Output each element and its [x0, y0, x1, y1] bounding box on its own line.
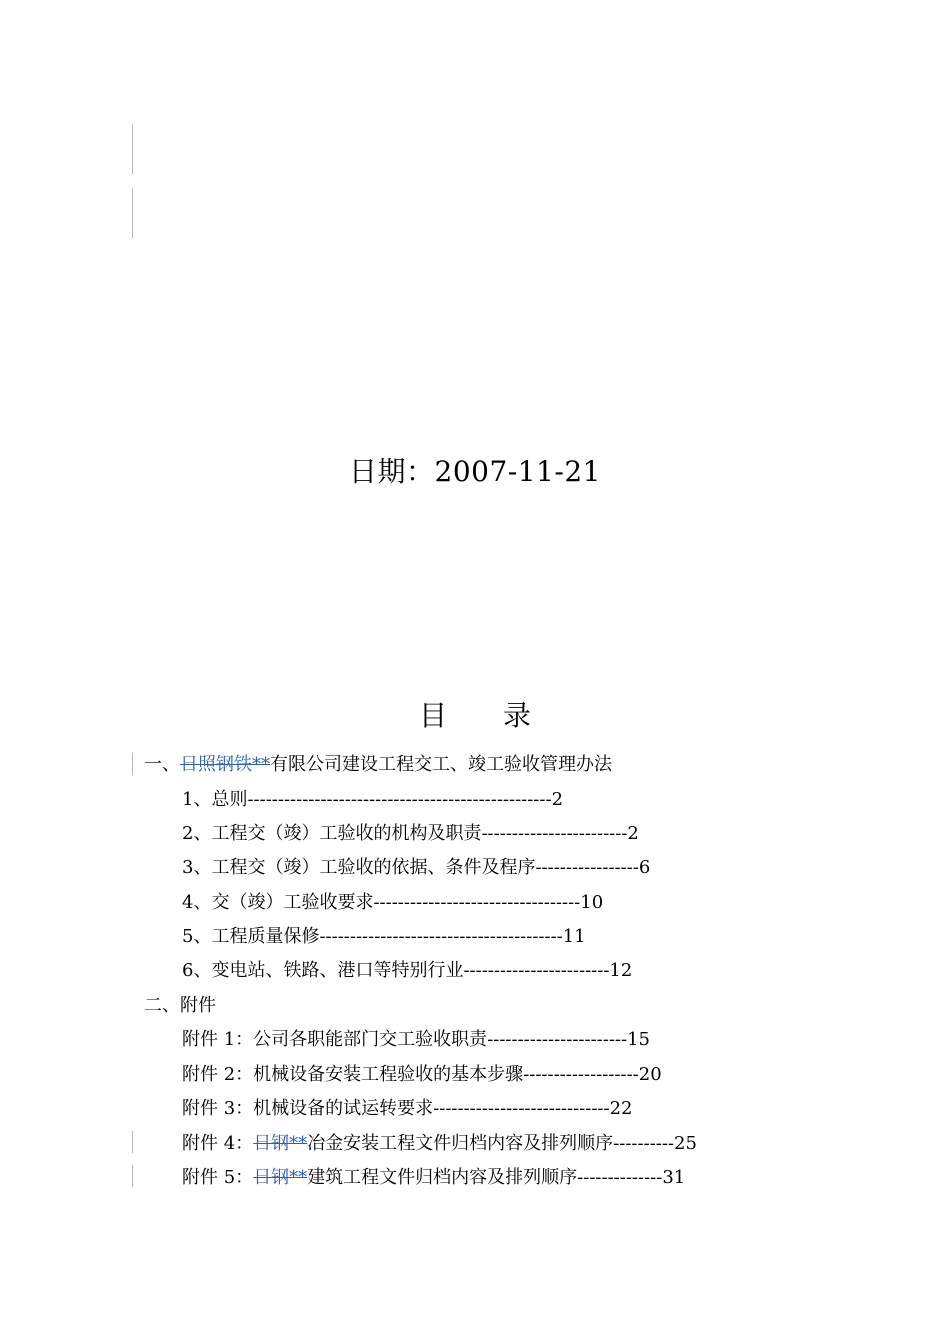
revision-bar	[132, 1131, 133, 1153]
toc-entry[interactable]: 附件 2：机械设备安装工程验收的基本步骤-------------------20	[182, 1064, 662, 1085]
toc-entry[interactable]: 3、工程交（竣）工验收的依据、条件及程序-----------------6	[182, 857, 651, 878]
toc-title	[0, 694, 950, 734]
toc-entry[interactable]: 6、变电站、铁路、港口等特别行业------------------------12	[182, 960, 633, 981]
tracked-deletion: 日钢**	[253, 1167, 308, 1188]
toc-entry[interactable]: 4、交（竣）工验收要求----------------------------------10	[182, 892, 604, 913]
tracked-deletion: 日钢**	[253, 1133, 308, 1154]
toc-title-char: 录	[503, 699, 532, 732]
toc-entry[interactable]: 1、总则--------------------------------------------------2	[182, 789, 564, 810]
toc-entry[interactable]: 附件 4：日钢**冶金安装工程文件归档内容及排列顺序----------25	[182, 1133, 697, 1154]
toc-entry[interactable]: 附件 5：日钢**建筑工程文件归档内容及排列顺序--------------31	[182, 1167, 686, 1188]
toc-entry[interactable]: 附件 3：机械设备的试运转要求-----------------------------22	[182, 1098, 633, 1119]
tracked-deletion: 日照钢铁**	[180, 754, 270, 775]
revision-bar	[132, 1165, 133, 1187]
revision-bar	[132, 753, 133, 775]
toc-entry[interactable]: 附件 1：公司各职能部门交工验收职责-----------------------15	[182, 1029, 650, 1050]
toc-title-char: 目	[418, 699, 447, 732]
toc-section[interactable]: 一、日照钢铁**有限公司建设工程交工、竣工验收管理办法	[144, 754, 612, 775]
revision-bar	[132, 188, 133, 238]
toc-entry[interactable]: 5、工程质量保修----------------------------------------11	[182, 926, 586, 947]
date-line: 日期：2007-11-21	[349, 455, 601, 488]
toc-entry[interactable]: 2、工程交（竣）工验收的机构及职责------------------------2	[182, 823, 639, 844]
revision-bar	[132, 124, 133, 174]
toc-section[interactable]: 二、附件	[144, 995, 216, 1016]
